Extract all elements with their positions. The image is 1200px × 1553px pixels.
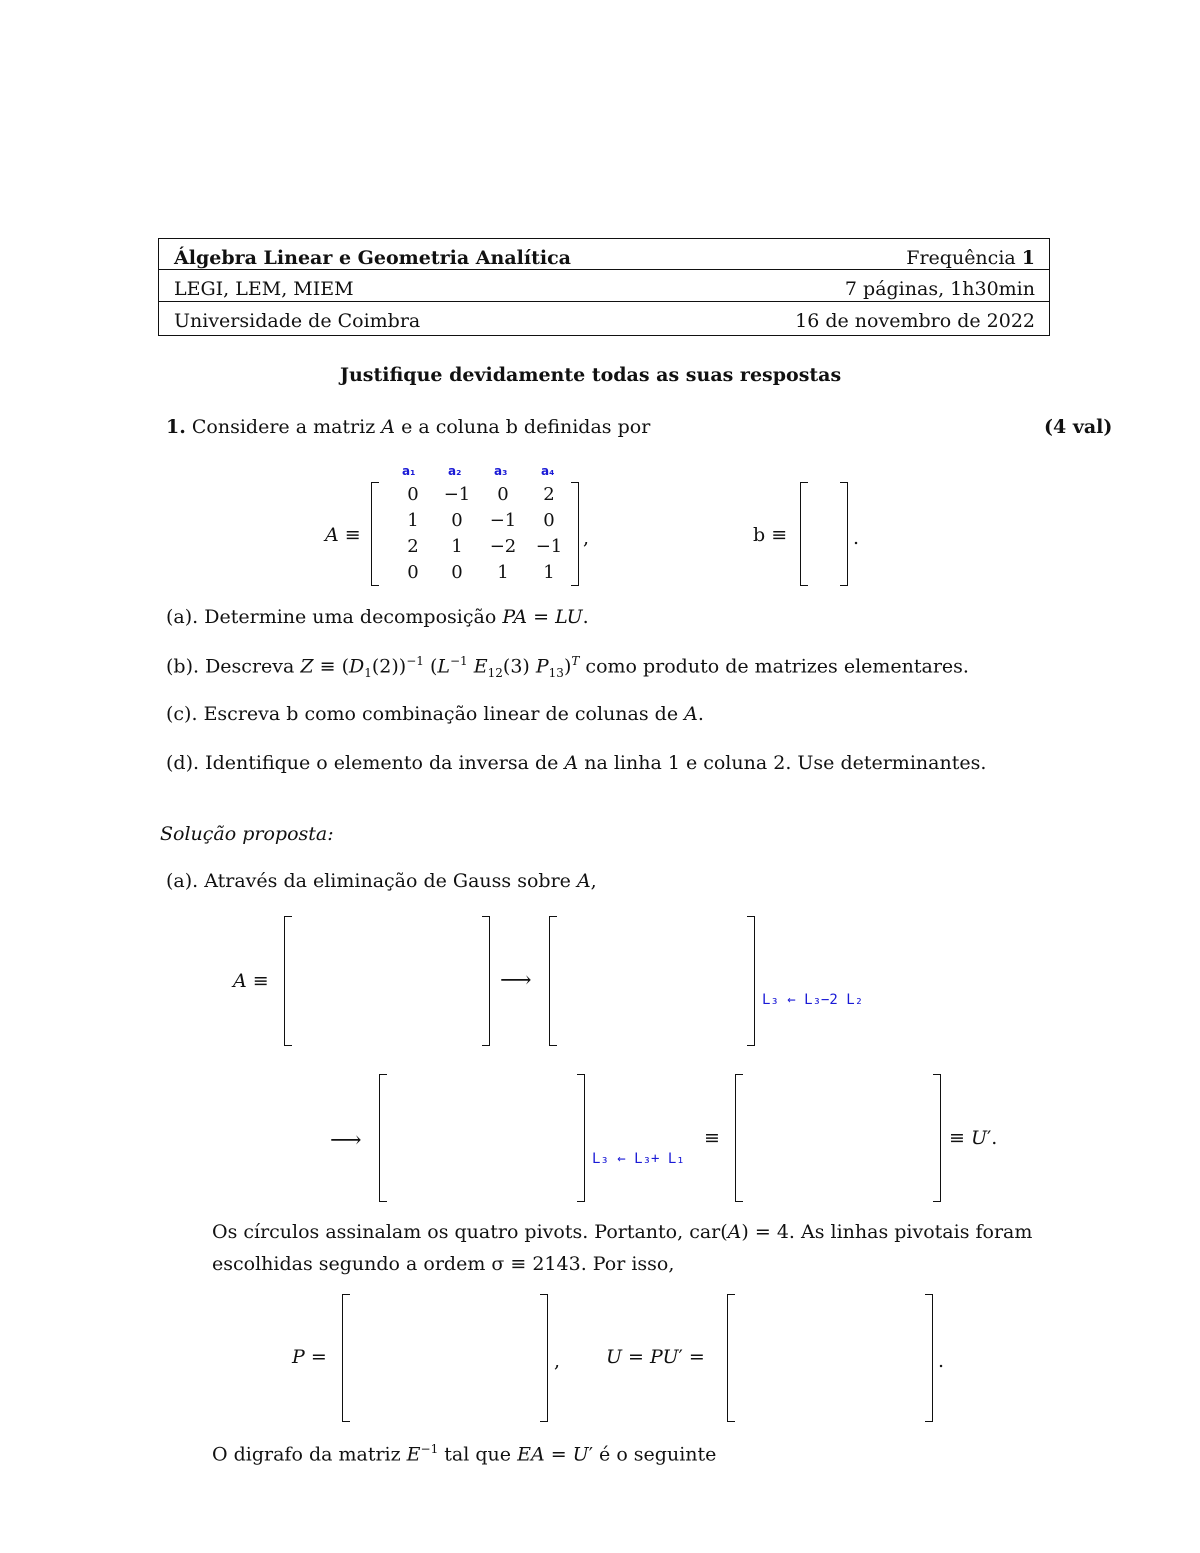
step1-label: A ≡ <box>233 970 269 992</box>
pivots-text: Os círculos assinalam os quatro pivots. Portanto, car(A) = 4. As linhas pivotais foram <box>212 1221 1033 1243</box>
matrix-U <box>727 1294 933 1422</box>
matrix-cell: 0 <box>543 510 555 531</box>
col-label-a3: a₃ <box>494 464 508 478</box>
matrix-cell: 1 <box>497 562 509 583</box>
part-d: (d). Identifique o elemento da inversa de A na linha 1 e coluna 2. Use determinantes. <box>166 752 987 774</box>
pivot-order-text: escolhidas segundo a ordem σ ≡ 2143. Por isso, <box>212 1253 675 1275</box>
P-label: P = <box>292 1346 327 1368</box>
step2-matrix <box>549 916 755 1046</box>
university: Universidade de Coimbra <box>174 310 421 332</box>
solution-a-intro: (a). Através da eliminação de Gauss sobre A, <box>166 870 597 892</box>
vector-b <box>800 482 848 586</box>
instruction: Justifique devidamente todas as suas respostas <box>340 364 842 386</box>
step3-matrix <box>379 1074 585 1202</box>
matrix-A-label: A ≡ <box>325 524 361 546</box>
courses: LEGI, LEM, MIEM <box>174 278 354 300</box>
comma-2: , <box>554 1350 561 1372</box>
col-label-a4: a₄ <box>541 464 555 478</box>
matrix-cell: 0 <box>451 510 463 531</box>
matrix-cell: 0 <box>407 562 419 583</box>
matrix-cell: 0 <box>451 562 463 583</box>
step4-matrix <box>735 1074 941 1202</box>
solution-heading: Solução proposta: <box>160 823 334 845</box>
matrix-cell: 1 <box>451 536 463 557</box>
matrix-cell: 1 <box>543 562 555 583</box>
vector-b-label: b ≡ <box>753 524 788 546</box>
equiv-sign: ≡ <box>704 1127 720 1149</box>
row-op-1: L₃ ← L₃−2 L₂ <box>762 992 864 1008</box>
exam-date: 16 de novembro de 2022 <box>795 310 1035 332</box>
part-c: (c). Escreva b como combinação linear de colunas de A. <box>166 703 704 725</box>
matrix-A <box>371 482 579 586</box>
col-label-a1: a₁ <box>402 464 416 478</box>
arrow-1: ⟶ <box>500 968 532 993</box>
pages-duration: 7 páginas, 1h30min <box>844 278 1035 300</box>
comma: , <box>583 527 590 549</box>
part-a: (a). Determine uma decomposição PA = LU. <box>166 606 589 628</box>
matrix-cell: −1 <box>443 484 471 505</box>
step1-matrix <box>284 916 490 1046</box>
matrix-cell: 0 <box>497 484 509 505</box>
matrix-cell: 1 <box>407 510 419 531</box>
col-label-a2: a₂ <box>448 464 462 478</box>
row-op-2: L₃ ← L₃+ L₁ <box>592 1151 685 1167</box>
question-1: 1. Considere a matriz A e a coluna b definidas por <box>166 416 651 438</box>
exam-type: Frequência 1 <box>906 247 1035 269</box>
matrix-cell: 2 <box>543 484 555 505</box>
matrix-cell: −1 <box>535 536 563 557</box>
period: . <box>853 527 860 549</box>
part-b: (b). Descreva $Z \equiv (D_1(2))^{-1}$ ($L^{-1}$ $E_{12}(3)$ $P_{13})^T$ como produto de matrizes elementares. <box>166 654 969 681</box>
matrix-cell: −1 <box>489 510 517 531</box>
exam-header <box>158 238 1050 336</box>
matrix-cell: −2 <box>489 536 517 557</box>
U-label: U = PU′ = <box>606 1346 705 1368</box>
digraph-text: O digrafo da matriz $E^{-1}$ tal que EA = U′ é o seguinte <box>212 1442 717 1466</box>
matrix-cell: 0 <box>407 484 419 505</box>
U-prime-label: ≡ U′. <box>949 1127 998 1149</box>
course-title: Álgebra Linear e Geometria Analítica <box>174 247 571 269</box>
arrow-2: ⟶ <box>330 1128 362 1153</box>
period-2: . <box>938 1350 945 1372</box>
matrix-P <box>342 1294 548 1422</box>
question-points: (4 val) <box>1044 416 1113 438</box>
matrix-cell: 2 <box>407 536 419 557</box>
